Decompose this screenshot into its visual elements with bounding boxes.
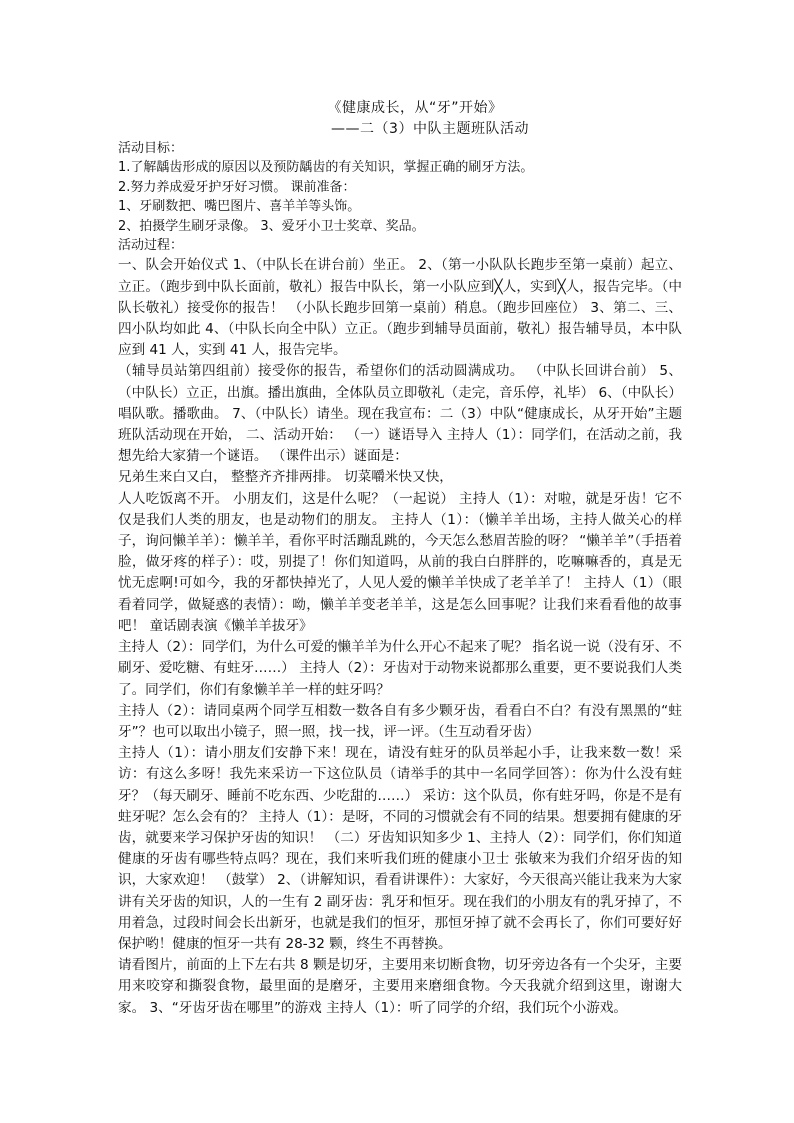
paragraph-tooth-types: 请看图片，前面的上下左右共 8 颗是切牙，主要用来切断食物，切牙旁边各有一个尖牙，主要用来咬穿和撕裂食物，最里面的是磨牙，主要用来磨细食物。今天我就介绍到这里，谢谢大家。 3、“牙齿牙齿在哪里”的游戏 主持人（1）：听了同学的介绍，我们玩个小游戏。	[118, 957, 682, 1016]
paragraph-count-teeth: 主持人（2）：请同桌两个同学互相数一数各自有多少颗牙齿，看看白不白？有没有黑黑的“蛀牙”？也可以取出小镜子，照一照，找一找，评一评。（生互动看牙齿）	[118, 702, 682, 740]
paragraph-prep-1: 1、牙刷数把、嘴巴图片、喜羊羊等头饰。	[118, 199, 361, 215]
document-title: 《健康成长，从“牙”开始》	[327, 100, 503, 116]
paragraph-prep-2: 2、拍摄学生刷牙录像。 3、爱牙小卫士奖章、奖品。	[118, 218, 425, 234]
document-page	[118, 98, 682, 1019]
paragraph-interview: 主持人（1）：请小朋友们安静下来！现在，请没有蛀牙的队员举起小手，让我来数一数！采访：有这么多呀！我先来采访一下这位队员（请举手的其中一名同学回答）：你为什么没有蛀牙？（每天刷牙、睡前不吃东西、少吃甜的……） 采访：这个队员，你有蛀牙吗，你是不是有蛀牙呢？怎么会有的？ 主持人（1）：是呀，不同的习惯就会有不同的结果。想要拥有健康的牙齿，就要来学习保护牙齿的知识！ （二）牙齿知识知多少 1、主持人（2）：同学们，你们知道健康的牙齿有哪些特点吗？现在，我们来听我们班的健康小卫士 张敏来为我们介绍牙齿的知识，大家欢迎！ （鼓掌） 2、（讲解知识，看看讲课件）：大家好，今天很高兴能让我来为大家讲有关牙齿的知识，人的一生有 2 副牙齿：乳牙和恒牙。现在我们的小朋友有的乳牙掉了，不用着急，过段时间会长出新牙，也就是我们的恒牙，那恒牙掉了就不会再长了，你们可要好好保护哟！健康的恒牙一共有 28-32 颗，终生不再替换。	[118, 745, 682, 952]
paragraph-opening-ceremony: 一、队会开始仪式 1、（中队长在讲台前）坐正。 2、（第一小队队长跑步至第一桌前）起立、立正。（跑步到中队长面前，敬礼）报告中队长，第一小队应到╳人，实到╳人，报告完毕。（中队长敬礼）接受你的报告！ （小队长跑步回第一桌前）稍息。（跑步回座位） 3、第二、三、四小队均如此 4、（中队长向全中队）立正。（跑步到辅导员面前，敬礼）报告辅导员，本中队应到 41 人，实到 41 人，报告完毕。	[118, 257, 682, 359]
paragraph-host2-question: 主持人（2）：同学们，为什么可爱的懒羊羊为什么开心不起来了呢？ 指名说一说（没有牙、不刷牙、爱吃糖、有蛀牙……） 主持人（2）：牙齿对于动物来说都那么重要，更不要说我们人类了。同学们，你们有象懒羊羊一样的蛀牙吗？	[118, 639, 682, 698]
paragraph-goal-2: 2.努力养成爱牙护牙好习惯。 课前准备：	[118, 179, 356, 195]
paragraph-riddle: 兄弟生来白又白， 整整齐齐排两排。 切菜嚼米快又快，	[118, 469, 453, 486]
paragraph-lazy-sheep: 人人吃饭离不开。 小朋友们，这是什么呢？（一起说） 主持人（1）：对啦，就是牙齿！它不仅是我们人类的朋友，也是动物们的朋友。 主持人（1）：（懒羊羊出场，主持人做关心的样子，询问懒羊羊）：懒羊羊，看你平时活蹦乱跳的，今天怎么愁眉苦脸的呀？ “懒羊羊”（手捂着脸，做牙疼的样子）：哎，别提了！你们知道吗，从前的我白白胖胖的，吃嘛嘛香的，真是无忧无虑啊!可如今，我的牙都快掉光了，人见人爱的懒羊羊快成了老羊羊了！ 主持人（1）（眼看着同学，做疑惑的表情）：呦，懒羊羊变老羊羊，这是怎么回事呢？让我们来看看他的故事吧！ 童话剧表演《懒羊羊拔牙》	[118, 490, 682, 634]
document-subtitle: ——二（3）中队主题班队活动	[331, 121, 529, 137]
paragraph-activity-start: （辅导员站第四组前）接受你的报告，希望你们的活动圆满成功。 （中队长回讲台前） 5、（中队长）立正，出旗。播出旗曲，全体队员立即敬礼（走完，音乐停，礼毕） 6、（中队长）唱队歌。播歌曲。 7、（中队长）请坐。现在我宣布：二（3）中队“健康成长，从牙开始”主题班队活动现在开始， 二、活动开始： （一）谜语导入 主持人（1）：同学们，在活动之前，我想先给大家猜一个谜语。 （课件出示）谜面是：	[118, 363, 682, 465]
paragraph-goal-1: 1.了解龋齿形成的原因以及预防龋齿的有关知识，掌握正确的刷牙方法。	[118, 160, 534, 176]
paragraph-goals-heading: 活动目标：	[118, 141, 184, 156]
paragraph-process-heading: 活动过程：	[118, 238, 184, 254]
